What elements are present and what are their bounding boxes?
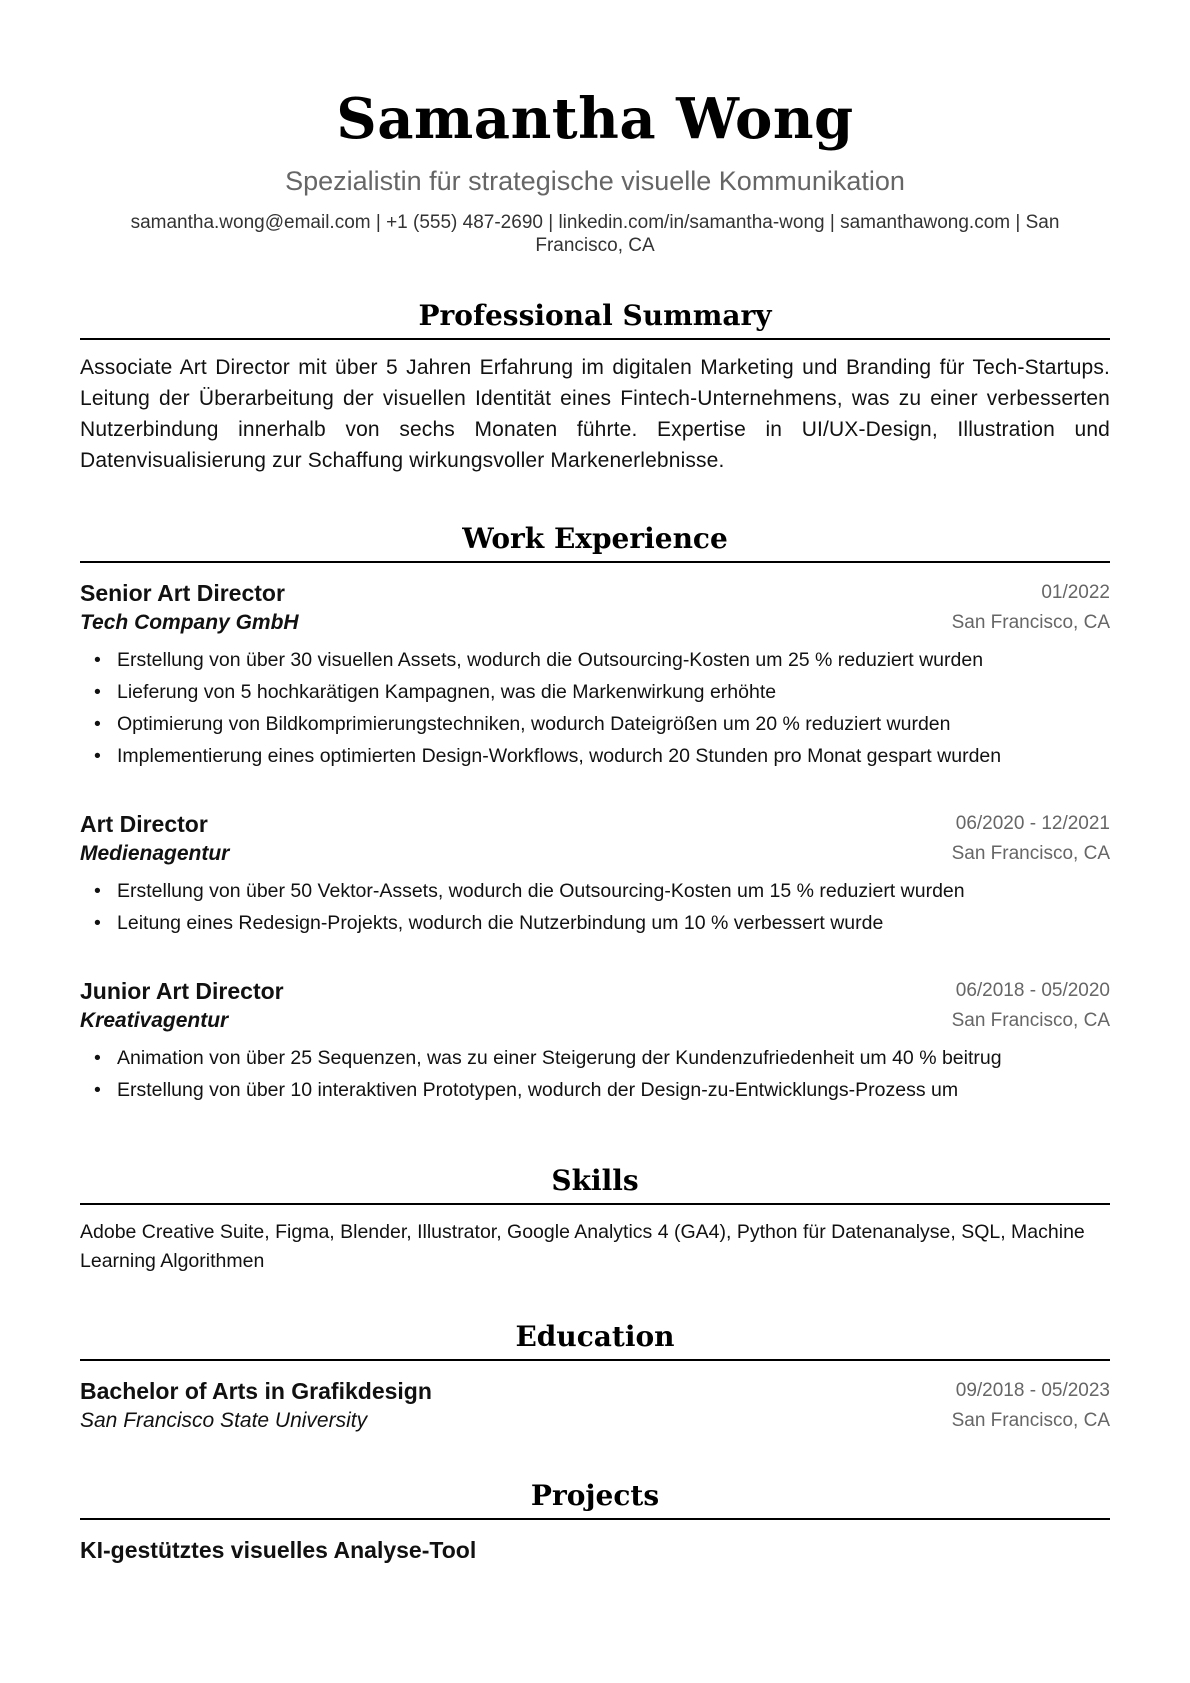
list-item <box>80 1042 1110 1074</box>
section-divider <box>80 1518 1110 1520</box>
bullet-icon: • <box>94 649 101 671</box>
job-bullets <box>80 1042 1110 1106</box>
skills-heading: Skills <box>551 1164 639 1197</box>
section-divider <box>80 1203 1110 1205</box>
job-company: Medienagentur <box>80 842 230 865</box>
list-item <box>80 1074 1110 1106</box>
job-entry <box>80 976 1110 1106</box>
job-title: Junior Art Director <box>80 978 284 1004</box>
list-item <box>80 644 1110 676</box>
job-date: 06/2018 - 05/2020 <box>955 980 1110 1001</box>
section-divider <box>80 338 1110 340</box>
experience-heading: Work Experience <box>462 522 728 555</box>
list-item <box>80 676 1110 708</box>
candidate-name: Samantha Wong <box>336 86 854 152</box>
project-title: KI-gestütztes visuelles Analyse-Tool <box>80 1537 477 1563</box>
bullet-text: Implementierung eines optimierten Design-Workflows, wodurch 20 Stunden pro Monat gespart wurden <box>117 745 1002 767</box>
contact-line: Francisco, CA <box>535 235 655 256</box>
list-item <box>80 708 1110 740</box>
degree-title: Bachelor of Arts in Grafikdesign <box>80 1378 432 1404</box>
bullet-text: Lieferung von 5 hochkarätigen Kampagnen, was die Markenwirkung erhöhte <box>117 681 777 703</box>
bullet-icon: • <box>94 713 101 735</box>
job-company: Tech Company GmbH <box>80 611 299 634</box>
job-title: Senior Art Director <box>80 580 285 606</box>
candidate-subtitle: Spezialistin für strategische visuelle Kommunikation <box>285 166 905 196</box>
list-item <box>80 907 1110 939</box>
projects-heading: Projects <box>530 1479 660 1512</box>
bullet-text: Erstellung von über 30 visuellen Assets, wodurch die Outsourcing-Kosten um 25 % reduziert wurden <box>117 649 984 671</box>
education-entry <box>80 1376 1110 1436</box>
section-divider <box>80 561 1110 563</box>
bullet-icon: • <box>94 745 101 767</box>
job-location: San Francisco, CA <box>951 843 1110 864</box>
list-item <box>80 875 1110 907</box>
bullet-icon: • <box>94 912 101 934</box>
bullet-text: Animation von über 25 Sequenzen, was zu einer Steigerung der Kundenzufriedenheit um 40 % beitrug <box>117 1047 1002 1069</box>
bullet-text: Erstellung von über 50 Vektor-Assets, wodurch die Outsourcing-Kosten um 15 % reduziert wurden <box>117 880 965 902</box>
job-location: San Francisco, CA <box>951 612 1110 633</box>
bullet-icon: • <box>94 1047 101 1069</box>
education-location: San Francisco, CA <box>951 1410 1110 1431</box>
bullet-icon: • <box>94 1079 101 1101</box>
project-entry <box>80 1535 1110 1565</box>
job-bullets <box>80 644 1110 772</box>
list-item <box>80 740 1110 772</box>
job-entry <box>80 578 1110 772</box>
job-title: Art Director <box>80 811 208 837</box>
education-heading: Education <box>515 1320 675 1353</box>
contact-line: samantha.wong@email.com | +1 (555) 487-2690 | linkedin.com/in/samantha-wong | samanthawong.com | San <box>130 212 1060 233</box>
bullet-text: Erstellung von über 10 interaktiven Prototypen, wodurch der Design-zu-Entwicklungs-Prozess um <box>117 1079 959 1101</box>
job-entry <box>80 809 1110 939</box>
job-date: 06/2020 - 12/2021 <box>955 813 1110 834</box>
contact-info <box>90 211 1100 257</box>
job-company: Kreativagentur <box>80 1009 229 1032</box>
job-location: San Francisco, CA <box>951 1010 1110 1031</box>
summary-text: Associate Art Director mit über 5 Jahren Erfahrung im digitalen Marketing und Branding für Tech-Startups. Leitung der Überarbeitung der visuellen Identität eines Fintech-Unternehmens, was zu einer verbesserten Nutzerbindung innerhalb von sechs Monaten führte. Expertise in UI/UX-Design, Illustration und Datenvisualisierung zur Schaffung wirkungsvoller Markenerlebnisse. <box>80 356 1110 472</box>
job-date: 01/2022 <box>1041 582 1110 603</box>
bullet-icon: • <box>94 880 101 902</box>
job-bullets <box>80 875 1110 939</box>
bullet-icon: • <box>94 681 101 703</box>
education-date: 09/2018 - 05/2023 <box>955 1380 1110 1401</box>
summary-heading: Professional Summary <box>418 299 772 332</box>
school-name: San Francisco State University <box>80 1409 368 1432</box>
bullet-text: Optimierung von Bildkomprimierungstechniken, wodurch Dateigrößen um 20 % reduziert wurden <box>117 713 951 735</box>
bullet-text: Leitung eines Redesign-Projekts, wodurch die Nutzerbindung um 10 % verbessert wurde <box>117 912 884 934</box>
skills-text: Adobe Creative Suite, Figma, Blender, Illustrator, Google Analytics 4 (GA4), Python für Datenanalyse, SQL, Machine Learning Algorithmen <box>80 1221 1085 1272</box>
section-divider <box>80 1359 1110 1361</box>
